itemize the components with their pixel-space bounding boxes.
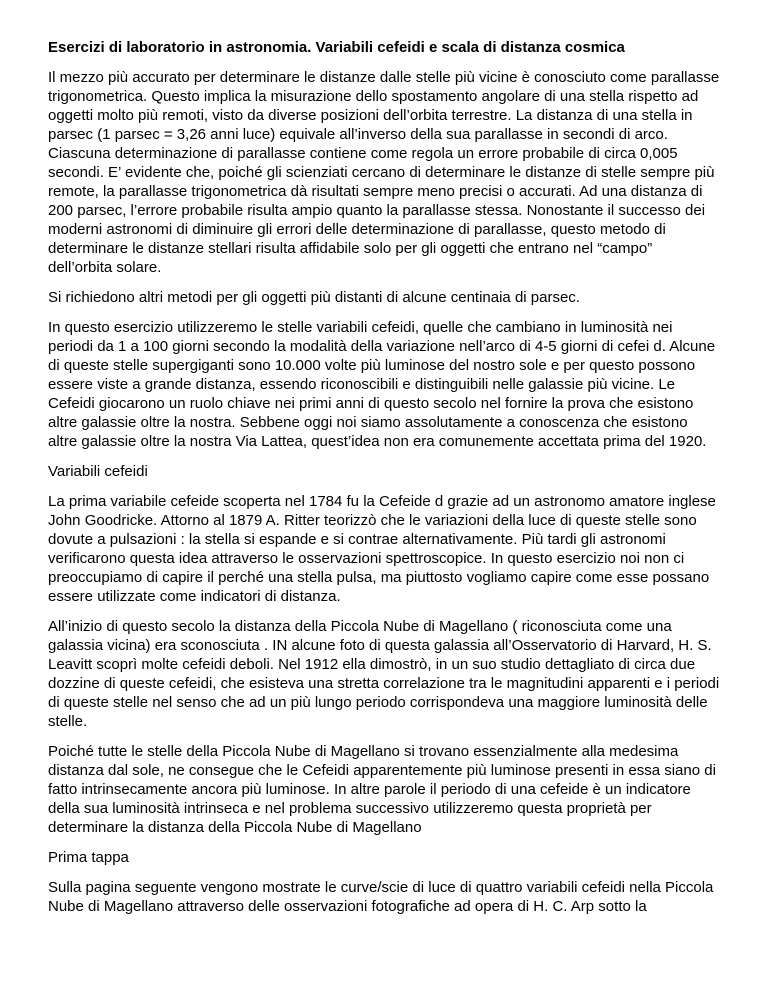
paragraph-cefeidi-intro: In questo esercizio utilizzeremo le stelle variabili cefeidi, quelle che cambiano in luminosità nei periodi da 1 a 100 giorni secondo la modalità della variazione nell’arco di 4-5 giorni di cefei d. Alcune di queste stelle supergiganti sono 10.000 volte più luminose del nostro sole e per questo possono essere viste a grande distanza, essendo riconoscibili e distinguibili nelle galassie più vicine. Le Cefeidi giocarono un ruolo chiave nei primi anni di questo secolo nel fornire la prova che esistono altre galassie oltre la nostra. Sebbene oggi noi siamo assolutamente a conoscenza che esistono altre galassie oltre la nostra Via Lattea, quest’idea non era comunemente accettata prima del 1920. [48,319,716,450]
paragraph-altri-metodi: Si richiedono altri metodi per gli oggetti più distanti di alcune centinaia di parsec. [48,289,580,306]
paragraph-leavitt: All’inizio di questo secolo la distanza della Piccola Nube di Magellano ( riconosciuta come una galassia vicina) era sconosciuta . IN alcune foto di questa galassia all’Osservatorio di Harvard, H. S. Leavitt scoprì molte cefeidi deboli. Nel 1912 ella dimostrò, in un suo studio dettagliato di circa due dozzine di queste cefeidi, che esisteva una stretta correlazione tra le magnitudini apparenti e i periodi di queste stelle nel senso che ad un più lungo periodo corrispondeva una maggiore luminosità delle stelle. [48,618,720,730]
section-heading-prima-tappa: Prima tappa [48,849,129,866]
paragraph-luminosita: Poiché tutte le stelle della Piccola Nube di Magellano si trovano essenzialmente alla medesima distanza dal sole, ne consegue che le Cefeidi apparentemente più luminose presenti in essa siano di fatto intrinsecamente ancora più luminose. In altre parole il periodo di una cefeide è un indicatore della sua luminosità intrinseca e nel problema successivo utilizzeremo questa proprietà per determinare la distanza della Piccola Nube di Magellano [48,743,716,836]
section-heading-variabili-cefeidi: Variabili cefeidi [48,463,148,480]
paragraph-parallasse: Il mezzo più accurato per determinare le distanze dalle stelle più vicine è conosciuto come parallasse trigonometrica. Questo implica la misurazione dello spostamento angolare di una stella rispetto ad oggetti molto più remoti, visto da diverse posizioni dell’orbita terrestre. La distanza di una stella in parsec (1 parsec = 3,26 anni luce) equivale all’inverso della sua parallasse in secondi di arco. Ciascuna determinazione di parallasse contiene come regola un errore probabile di circa 0,005 secondi. E’ evidente che, poiché gli scienziati cercano di determinare le distanze di stelle sempre più remote, la parallasse trigonometrica dà risultati sempre meno precisi o accurati. Ad una distanza di 200 parsec, l’errore probabile risulta ampio quanto la parallasse stessa. Nonostante il successo dei moderni astronomi di diminuire gli errori delle determinazione di parallasse, questo metodo di determinare le distanze stellari risulta affidabile solo per gli oggetti che entrano nel “campo” dell’orbita solare. [48,69,720,276]
paragraph-storia-cefeidi: La prima variabile cefeide scoperta nel 1784 fu la Cefeide d grazie ad un astronomo amatore inglese John Goodricke. Attorno al 1879 A. Ritter teorizzò che le variazioni della luce di queste stelle sono dovute a pulsazioni : la stella si espande e si contrae alternativamente. Più tardi gli astronomi verificarono questa idea attraverso le osservazioni spettroscopice. In questo esercizio noi non ci preoccupiamo di capire il perché una stella pulsa, ma piuttosto vogliamo capire come esse possano essere utilizzate come indicatori di distanza. [48,493,716,605]
paragraph-curve-di-luce: Sulla pagina seguente vengono mostrate le curve/scie di luce di quattro variabili cefeidi nella Piccola Nube di Magellano attraverso delle osservazioni fotografiche ad opera di H. C. Arp sotto la [48,879,714,915]
document-title: Esercizi di laboratorio in astronomia. Variabili cefeidi e scala di distanza cosmica [48,39,625,56]
